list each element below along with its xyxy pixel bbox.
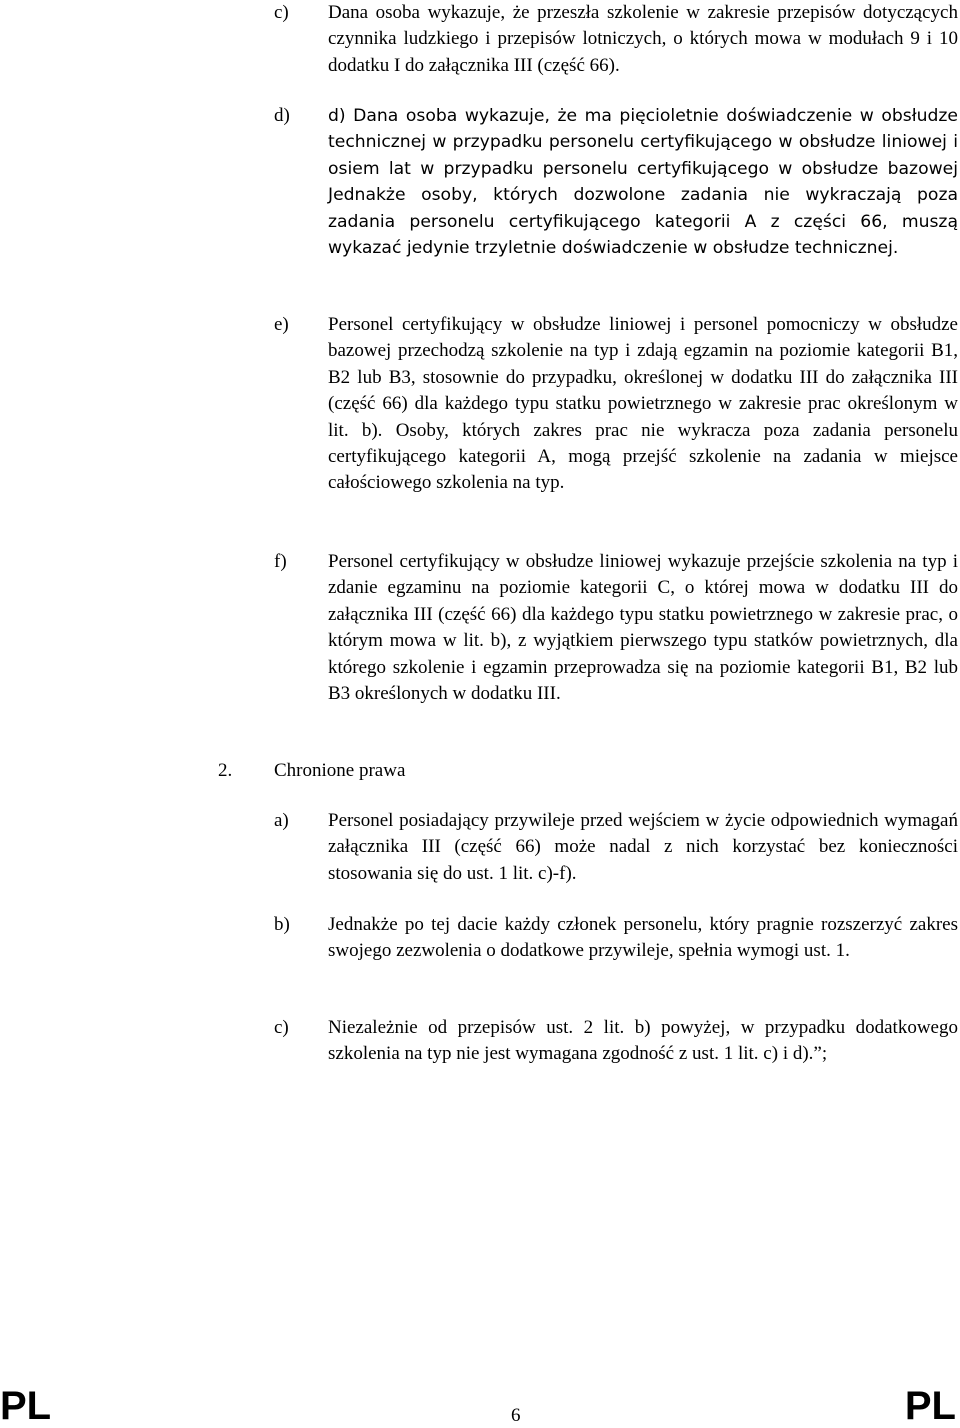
item-letter: c) — [274, 1017, 289, 1038]
item-letter: d) — [274, 105, 290, 126]
footer-language-right: PL — [904, 1384, 956, 1428]
footer-language-left: PL — [0, 1384, 52, 1428]
list-item-2c — [274, 1015, 958, 1068]
item-letter: e) — [274, 314, 289, 335]
item-text: Personel certyfikujący w obsłudze liniowej i personel pomocniczy w obsłudze bazowej przechodzą szkolenie na typ i zdają egzamin na poziomie kategorii B1, B2 lub B3, stosownie do przypadku, określonej w dodatku III do załącznika III (część 66) dla każdego typu statku powietrznego w zakresie prac określonym w lit. b). Osoby, których zakres prac nie wykracza poza zadania personelu certyfikującego kategorii A, mogą przejść szkolenie na zadania w miejsce całościowego szkolenia na typ. — [328, 314, 958, 494]
list-item-2b — [274, 912, 958, 965]
section-number: 2. — [218, 760, 233, 781]
list-item-1e — [274, 312, 958, 497]
item-letter: b) — [274, 914, 290, 935]
item-text: Personel certyfikujący w obsłudze liniowej wykazuje przejście szkolenia na typ i zdanie egzaminu na poziomie kategorii C, o której mowa w dodatku III do załącznika III (część 66) dla każdego typu statku powietrznego w zakresie prac, o którym mowa w lit. b), z wyjątkiem pierwszego typu statków powietrznych, dla którego szkolenie i egzamin przeprowadza się na poziomie kategorii B1, B2 lub B3 określonych w dodatku III. — [328, 551, 958, 705]
list-item-2a — [274, 808, 958, 887]
list-item-1f — [274, 549, 958, 707]
item-text: Jednakże po tej dacie każdy członek personelu, który pragnie rozszerzyć zakres swojego zezwolenia o dodatkowe przywileje, spełnia wymogi ust. 1. — [328, 914, 958, 962]
page-number: 6 — [511, 1405, 521, 1426]
item-letter: c) — [274, 2, 289, 23]
list-item-1c — [274, 0, 958, 79]
section-heading — [218, 758, 405, 784]
section-title: Chronione prawa — [274, 760, 406, 781]
item-letter: a) — [274, 810, 289, 831]
item-letter: f) — [274, 551, 287, 572]
list-item-1d — [274, 103, 958, 261]
item-text: Dana osoba wykazuje, że przeszła szkolenie w zakresie przepisów dotyczących czynnika ludzkiego i przepisów lotniczych, o których mowa w modułach 9 i 10 dodatku I do załącznika III (część 66). — [328, 2, 958, 76]
item-text: d) Dana osoba wykazuje, że ma pięcioletnie doświadczenie w obsłudze technicznej w przypadku personelu certyfikującego w obsłudze liniowej i osiem lat w przypadku personelu certyfikującego w obsłudze bazowej Jednakże osoby, których dozwolone zadania nie wykraczają poza zadania personelu certyfikującego kategorii A z części 66, muszą wykazać jedynie trzyletnie doświadczenie w obsłudze technicznej. — [328, 106, 958, 259]
item-text: Personel posiadający przywileje przed wejściem w życie odpowiednich wymagań załącznika III (część 66) może nadal z nich korzystać bez konieczności stosowania się do ust. 1 lit. c)-f). — [328, 810, 958, 884]
item-text: Niezależnie od przepisów ust. 2 lit. b) powyżej, w przypadku dodatkowego szkolenia na typ nie jest wymagana zgodność z ust. 1 lit. c) i d).”; — [328, 1017, 958, 1065]
